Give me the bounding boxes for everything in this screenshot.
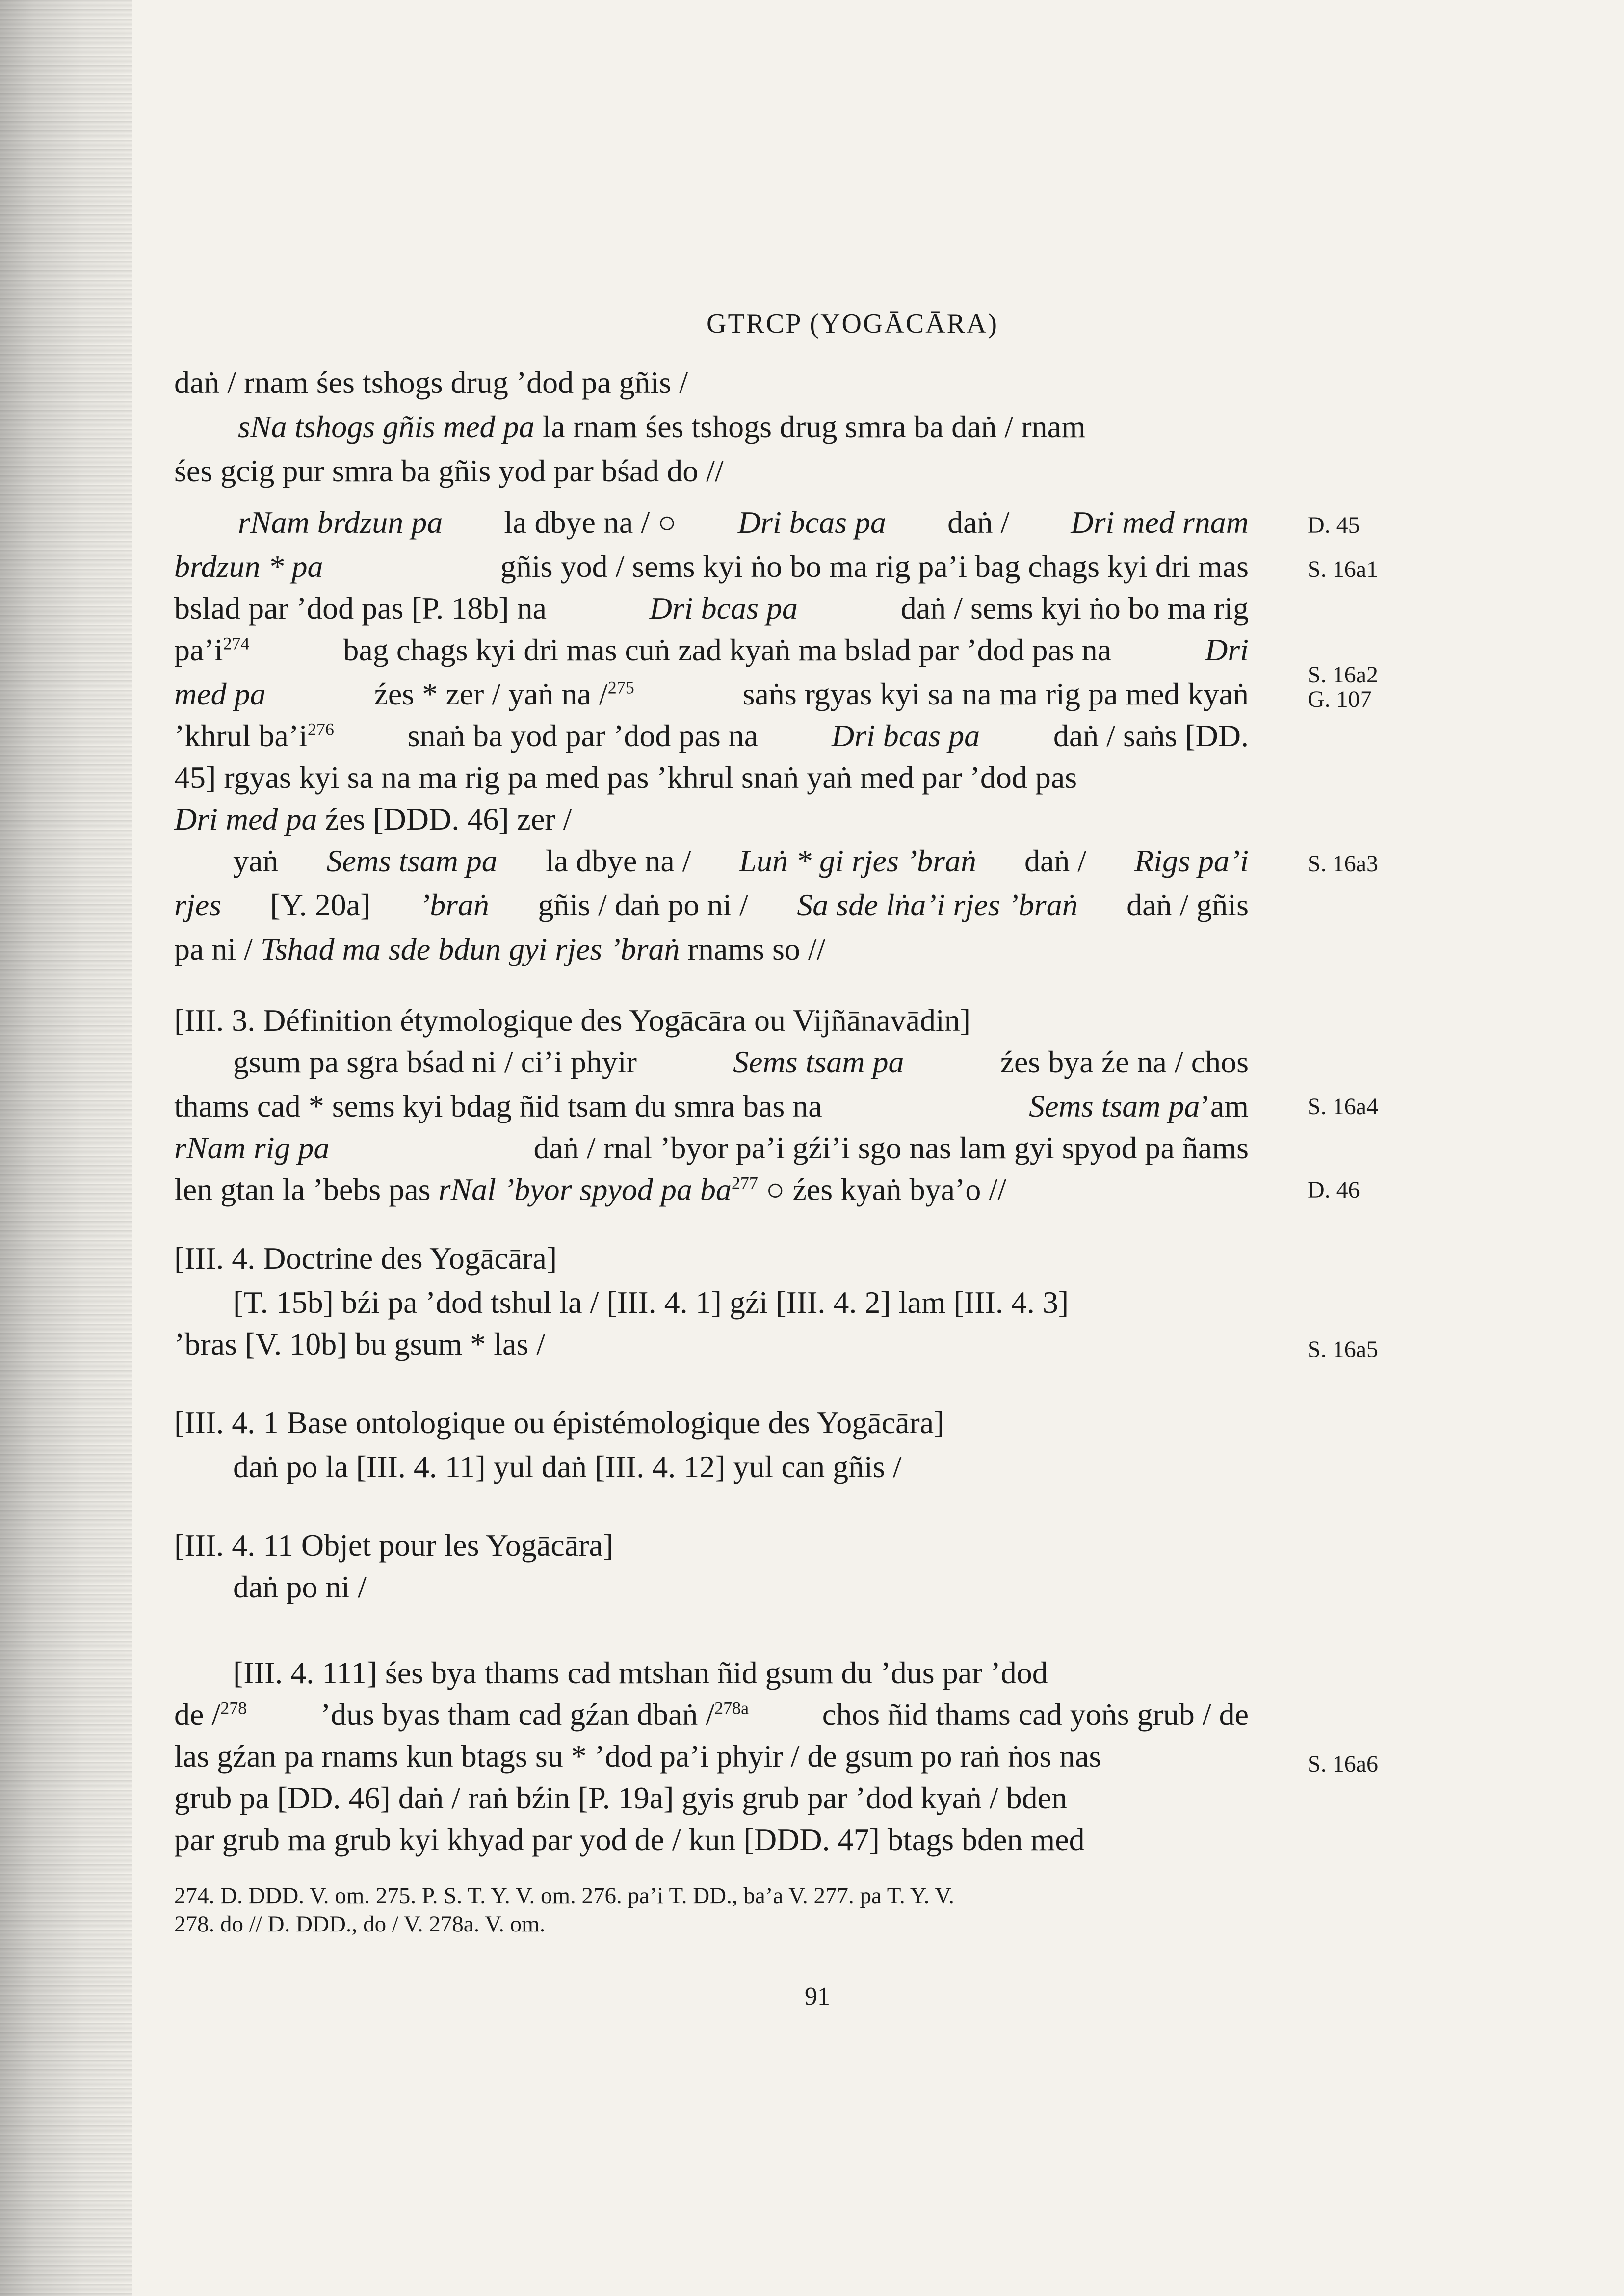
text-span: rnams so // bbox=[687, 932, 826, 966]
text-span: pa’i bbox=[174, 632, 223, 667]
text-span: snaṅ ba yod par ’dod pas na bbox=[407, 718, 759, 753]
term-italic: rNam brdzun pa bbox=[238, 505, 443, 540]
term-italic: med pa bbox=[174, 677, 266, 711]
page-number: 91 bbox=[805, 1983, 830, 2010]
text-span: gsum pa sgra bśad ni / ci’i phyir bbox=[233, 1044, 637, 1079]
text-line bbox=[174, 449, 724, 493]
text-line bbox=[238, 405, 1249, 449]
text-span: śes gcig pur smra ba gñis yod par bśad do // bbox=[174, 453, 724, 488]
term-italic: rNam rig pa bbox=[174, 1130, 330, 1165]
text-span: [III. 3. Définition étymologique des Yogācāra ou Vijñānavādin] bbox=[174, 1003, 971, 1038]
text-line bbox=[174, 545, 1249, 589]
text-line bbox=[233, 1565, 1249, 1609]
text-span: daṅ / saṅs [DD. bbox=[1053, 718, 1249, 753]
text-span: la dbye na / ○ bbox=[504, 505, 677, 540]
text-span: chos ñid thams cad yoṅs grub / de bbox=[822, 1697, 1249, 1732]
footnote-ref: 275 bbox=[607, 678, 634, 698]
term-italic: Dri med pa bbox=[174, 802, 317, 836]
text-span: daṅ po ni / bbox=[233, 1569, 367, 1604]
term-italic: Tshad ma sde bdun gyi rjes ’braṅ bbox=[260, 932, 680, 966]
text-span: źes * zer / yaṅ na / bbox=[374, 677, 608, 711]
margin-ref: S. 16a4 bbox=[1308, 1094, 1378, 1120]
text-span: [III. 4. 11 Objet pour les Yogācāra] bbox=[174, 1528, 614, 1563]
text-line bbox=[174, 1693, 1249, 1737]
text-span: ’am bbox=[1200, 1089, 1249, 1123]
margin-ref: D. 45 bbox=[1308, 512, 1360, 538]
text-line bbox=[174, 714, 1249, 758]
text-span: daṅ / rnam śes tshogs drug ’dod pa gñis / bbox=[174, 365, 688, 400]
text-line bbox=[174, 1126, 1249, 1170]
text-line bbox=[174, 797, 572, 841]
text-span: yaṅ bbox=[233, 843, 279, 878]
footnote-ref: 277 bbox=[731, 1173, 758, 1193]
text-line bbox=[233, 1280, 1249, 1325]
text-span: bag chags kyi dri mas cuṅ zad kyaṅ ma bslad par ’dod pas na bbox=[343, 632, 1112, 667]
text-span: saṅs rgyas kyi sa na ma rig pa med kyaṅ bbox=[742, 677, 1249, 711]
text-span: daṅ / bbox=[947, 505, 1010, 540]
margin-ref: S. 16a3 bbox=[1308, 851, 1378, 877]
term-italic: Rigs pa’i bbox=[1134, 843, 1249, 878]
text-line bbox=[174, 1776, 1249, 1820]
term-italic: Dri bcas pa bbox=[737, 505, 887, 540]
text-line bbox=[174, 586, 1249, 630]
text-line bbox=[233, 839, 1249, 883]
text-span: daṅ / bbox=[1024, 843, 1087, 878]
text-span: las gźan pa rnams kun btags su * ’dod pa’i phyir / de gsum po raṅ ṅos nas bbox=[174, 1739, 1101, 1774]
margin-ref: S. 16a6 bbox=[1308, 1751, 1378, 1777]
text-span: gñis yod / sems kyi ṅo bo ma rig pa’i bag chags kyi dri mas bbox=[500, 549, 1249, 584]
text-span: źes bya źe na / chos bbox=[1000, 1044, 1249, 1079]
text-line bbox=[233, 1040, 1249, 1084]
text-span: daṅ / gñis bbox=[1126, 887, 1249, 922]
text-span: daṅ po la [III. 4. 11] yul daṅ [III. 4. 12] yul can gñis / bbox=[233, 1449, 902, 1484]
text-span: ’dus byas tham cad gźan dbaṅ / bbox=[320, 1697, 715, 1732]
text-line bbox=[238, 500, 1249, 545]
term-italic: rNal ’byor spyod pa ba bbox=[438, 1172, 732, 1207]
text-span: bslad par ’dod pas [P. 18b] na bbox=[174, 591, 547, 626]
section-heading bbox=[174, 1523, 613, 1567]
text-span: gñis / daṅ po ni / bbox=[538, 887, 748, 922]
footnote-ref: 278a bbox=[714, 1698, 749, 1718]
margin-ref: S. 16a1 bbox=[1308, 556, 1378, 582]
term-italic: Luṅ * gi rjes ’braṅ bbox=[739, 843, 977, 878]
section-heading bbox=[174, 1401, 944, 1445]
text-span: daṅ / rnal ’byor pa’i gźi’i sgo nas lam gyi spyod pa ñams bbox=[533, 1130, 1249, 1165]
term-italic: Dri bbox=[1205, 632, 1249, 667]
margin-ref: S. 16a2 bbox=[1308, 662, 1378, 688]
footnote-ref: 278 bbox=[220, 1698, 247, 1718]
term-italic: Sems tsam pa bbox=[733, 1044, 904, 1079]
margin-ref: D. 46 bbox=[1308, 1177, 1360, 1203]
term-italic: Dri med rnam bbox=[1071, 505, 1249, 540]
term-italic: brdzun * pa bbox=[174, 549, 323, 584]
text-line bbox=[174, 1818, 1249, 1862]
text-span: [Y. 20a] bbox=[270, 887, 371, 922]
footnotes bbox=[174, 1881, 1249, 1938]
term-italic: Sems tsam pa bbox=[1029, 1089, 1200, 1123]
text-line bbox=[174, 1734, 1249, 1778]
text-span: la dbye na / bbox=[545, 843, 691, 878]
term-italic: Sa sde lṅa’i rjes ’braṅ bbox=[797, 887, 1078, 922]
footnote-line: 274. D. DDD. V. om. 275. P. S. T. Y. V. om. 276. pa’i T. DD., ba’a V. 277. pa T. Y. V. bbox=[174, 1883, 954, 1908]
text-span: [III. 4. 111] śes bya thams cad mtshan ñid gsum du ’dus par ’dod bbox=[233, 1655, 1048, 1690]
term-italic: Sems tsam pa bbox=[326, 843, 498, 878]
text-line bbox=[174, 672, 1249, 716]
term-italic: Dri bcas pa bbox=[649, 591, 798, 626]
text-span: len gtan la ’bebs pas bbox=[174, 1172, 431, 1207]
text-line bbox=[174, 883, 1249, 927]
text-line bbox=[174, 1084, 1249, 1128]
text-span: ’bras [V. 10b] bu gsum * las / bbox=[174, 1327, 546, 1361]
section-heading bbox=[174, 1236, 557, 1280]
text-span: pa ni / bbox=[174, 932, 253, 966]
text-span: źes [DDD. 46] zer / bbox=[325, 802, 572, 836]
margin-ref: G. 107 bbox=[1308, 686, 1372, 712]
term-italic: sNa tshogs gñis med pa bbox=[238, 409, 535, 444]
text-span: thams cad * sems kyi bdag ñid tsam du smra bas na bbox=[174, 1089, 822, 1123]
text-span: de / bbox=[174, 1697, 221, 1732]
footnote-ref: 276 bbox=[307, 719, 334, 739]
text-span: [T. 15b] bźi pa ’dod tshul la / [III. 4. 1] gźi [III. 4. 2] lam [III. 4. 3] bbox=[233, 1285, 1069, 1320]
term-italic: ’braṅ bbox=[419, 887, 490, 922]
scan-edge-shadow bbox=[0, 0, 132, 2296]
text-span: par grub ma grub kyi khyad par yod de / kun [DDD. 47] btags bden med bbox=[174, 1822, 1085, 1857]
text-span: daṅ / sems kyi ṅo bo ma rig bbox=[900, 591, 1249, 626]
term-italic: Dri bcas pa bbox=[831, 718, 980, 753]
text-line bbox=[174, 1168, 1006, 1212]
text-span: ’khrul ba’i bbox=[174, 718, 308, 753]
text-span: ○ źes kyaṅ bya’o // bbox=[765, 1172, 1006, 1207]
term-italic: rjes bbox=[174, 887, 221, 922]
section-heading bbox=[174, 998, 970, 1043]
text-line bbox=[174, 756, 1249, 800]
text-span: grub pa [DD. 46] daṅ / raṅ bźin [P. 19a] gyis grub par ’dod kyaṅ / bden bbox=[174, 1780, 1068, 1815]
running-head: GTRCP (YOGĀCĀRA) bbox=[707, 309, 999, 339]
text-span: la rnam śes tshogs drug smra ba daṅ / rnam bbox=[542, 409, 1086, 444]
margin-ref: S. 16a5 bbox=[1308, 1336, 1378, 1362]
text-span: [III. 4. 1 Base ontologique ou épistémologique des Yogācāra] bbox=[174, 1405, 944, 1440]
text-line bbox=[233, 1651, 1249, 1695]
text-line bbox=[174, 361, 688, 405]
text-line bbox=[174, 1322, 545, 1366]
footnote-ref: 274 bbox=[223, 633, 250, 653]
text-line bbox=[174, 927, 825, 971]
footnote-line: 278. do // D. DDD., do / V. 278a. V. om. bbox=[174, 1911, 546, 1937]
text-span: [III. 4. Doctrine des Yogācāra] bbox=[174, 1241, 557, 1276]
text-span: 45] rgyas kyi sa na ma rig pa med pas ’khrul snaṅ yaṅ med par ’dod pas bbox=[174, 760, 1077, 795]
text-line bbox=[233, 1445, 1249, 1489]
text-line bbox=[174, 628, 1249, 672]
